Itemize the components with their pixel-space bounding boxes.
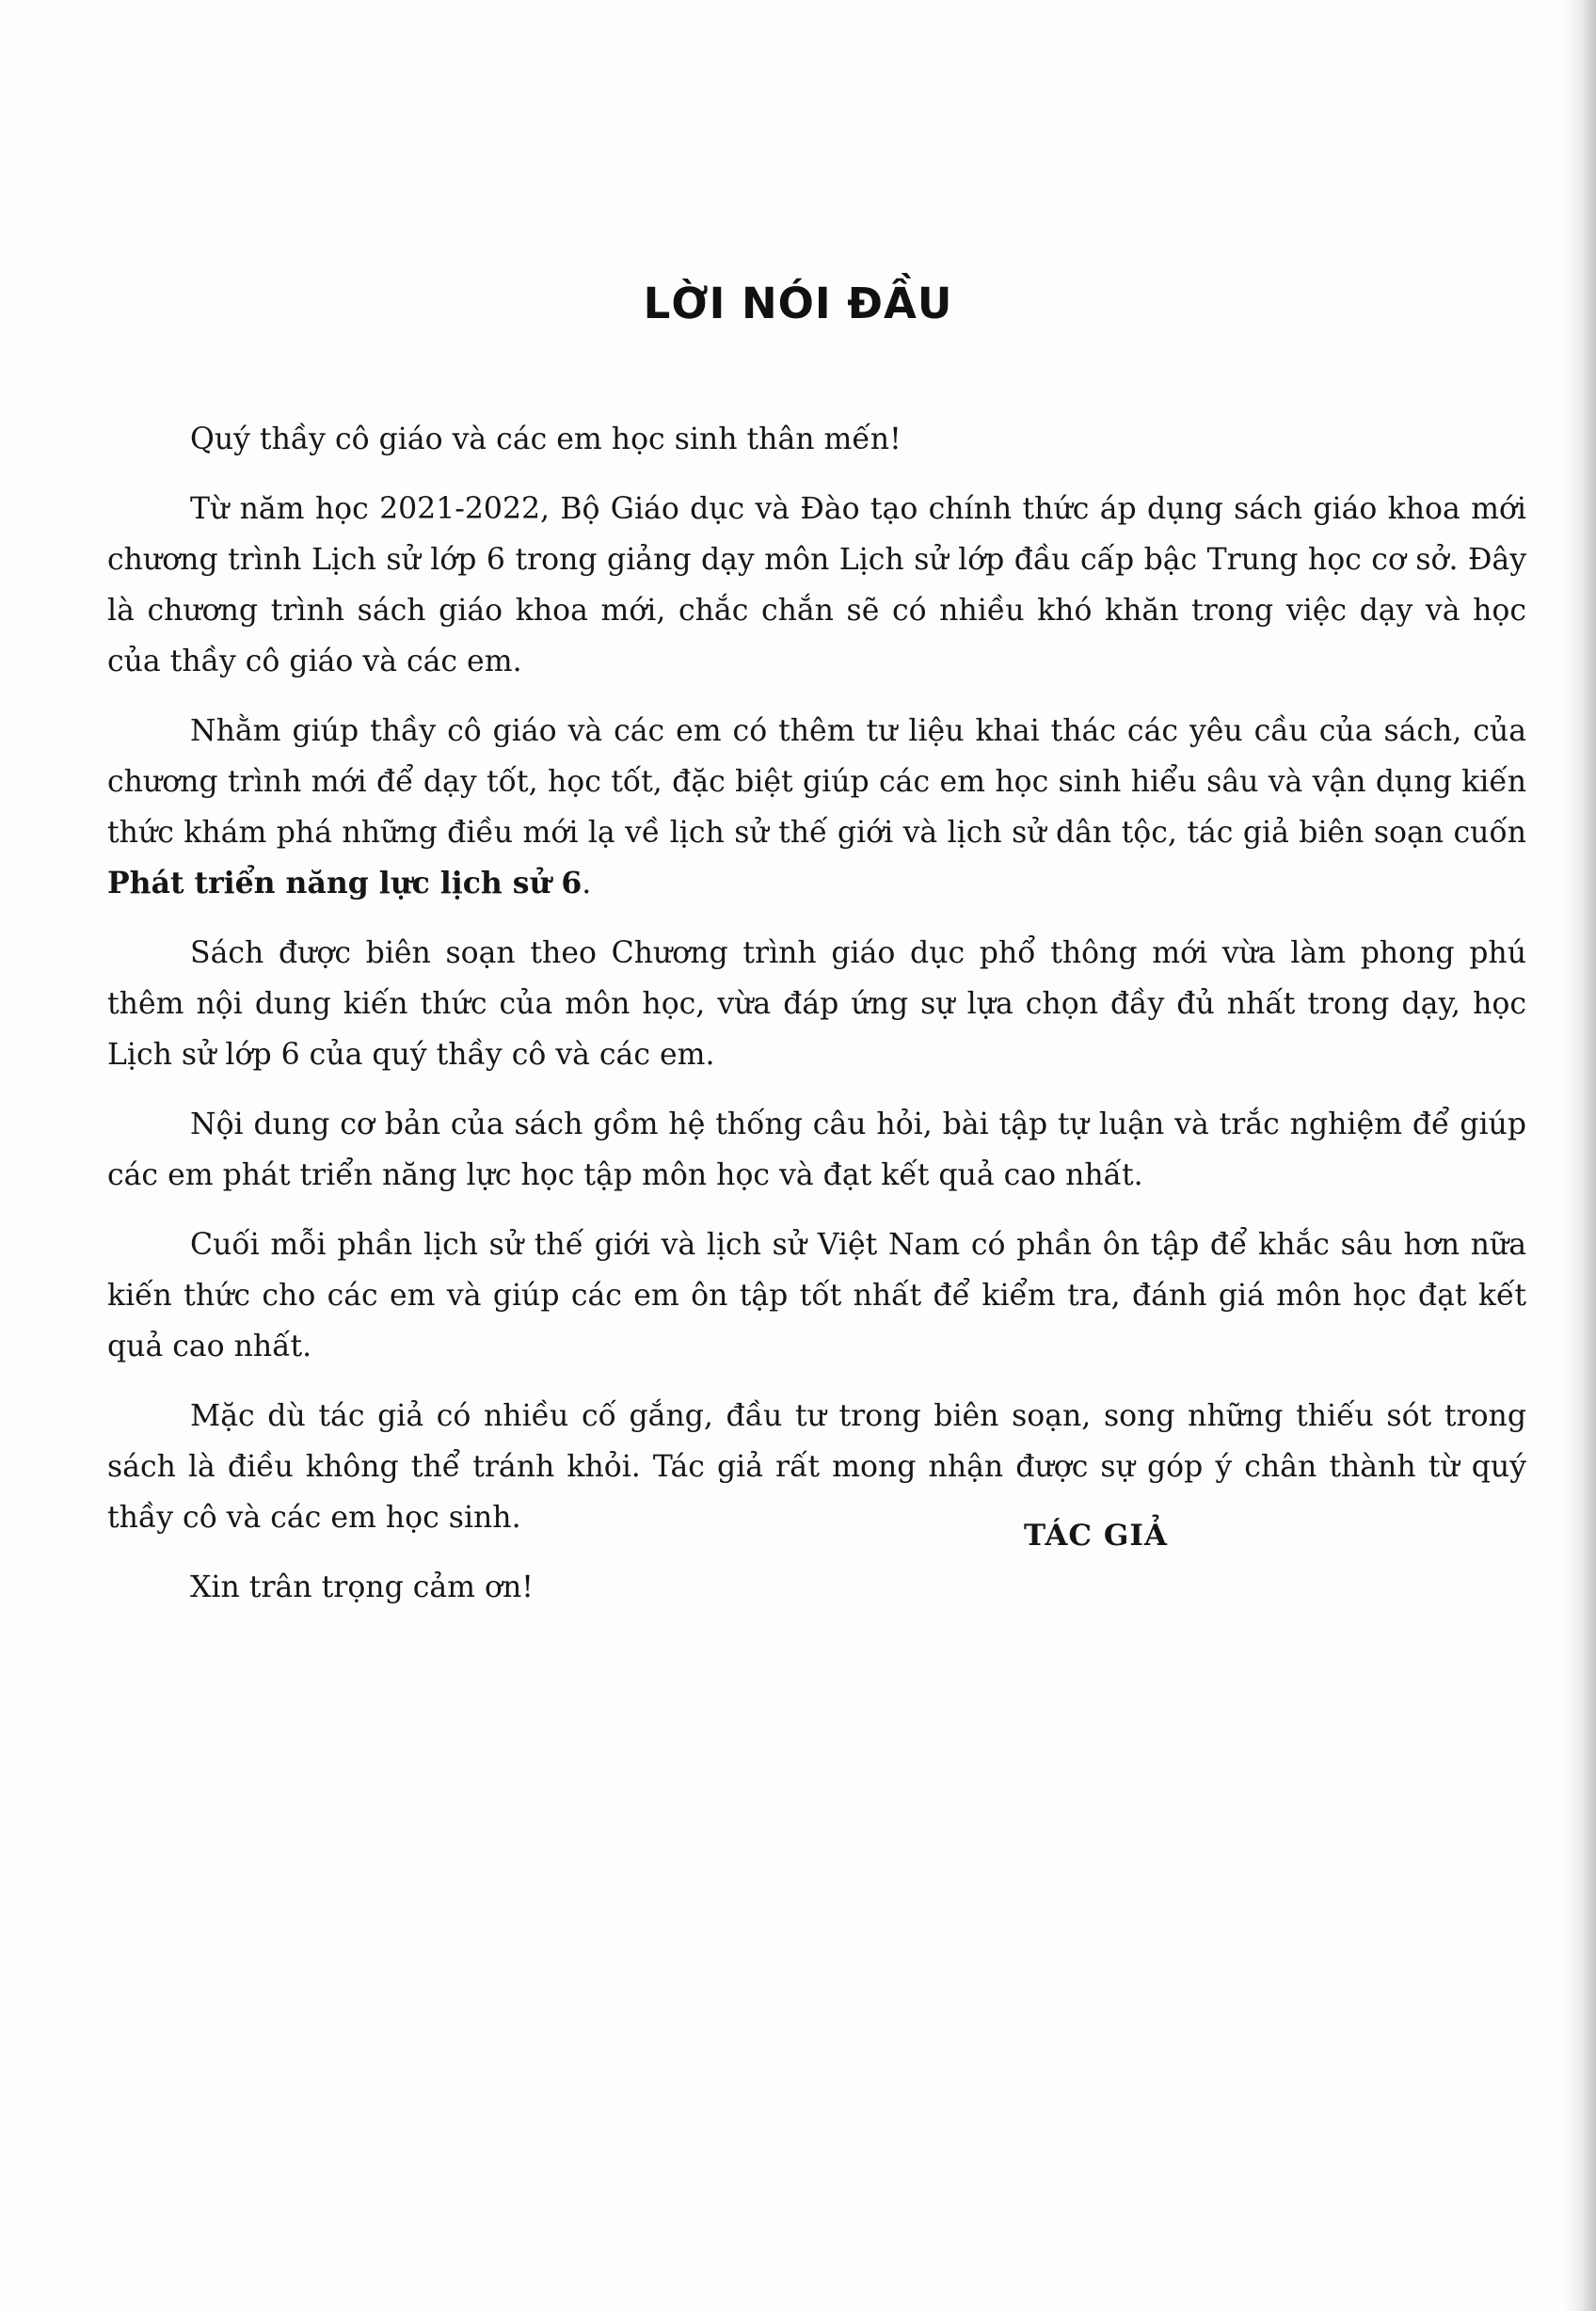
paragraph-3: Sách được biên soạn theo Chương trình giáo dục phổ thông mới vừa làm phong phú thêm nội dung kiến thức của môn học, vừa đáp ứng sự lựa chọn đầy đủ nhất trong dạy, học Lịch sử lớp 6 của quý thầy cô và các em. xyxy=(107,936,1526,1072)
page-title: LỜI NÓI ĐẦU xyxy=(643,279,953,328)
paragraph-5: Cuối mỗi phần lịch sử thế giới và lịch sử Việt Nam có phần ôn tập để khắc sâu hơn nữa kiến thức cho các em và giúp các em ôn tập tốt nhất để kiểm tra, đánh giá môn học đạt kết quả cao nhất. xyxy=(107,1228,1526,1363)
paragraph-4: Nội dung cơ bản của sách gồm hệ thống câu hỏi, bài tập tự luận và trắc nghiệm để giúp các em phát triển năng lực học tập môn học và đạt kết quả cao nhất. xyxy=(107,1108,1526,1192)
book-title: Phát triển năng lực lịch sử 6 xyxy=(107,866,583,900)
paragraph-2-end: . xyxy=(582,867,592,900)
greeting: Quý thầy cô giáo và các em học sinh thân mến! xyxy=(190,422,902,456)
paragraph-6: Mặc dù tác giả có nhiều cố gắng, đầu tư trong biên soạn, song những thiếu sót trong sách là điều không thể tránh khỏi. Tác giả rất mong nhận được sự góp ý chân thành từ quý thầy cô và các em học sinh. xyxy=(107,1399,1526,1535)
paragraph-2-text: Nhằm giúp thầy cô giáo và các em có thêm tư liệu khai thác các yêu cầu của sách, của chương trình mới để dạy tốt, học tốt, đặc biệt giúp các em học sinh hiểu sâu và vận dụng kiến thức khám phá những điều mới lạ về lịch sử thế giới và lịch sử dân tộc, tác giả biên soạn cuốn xyxy=(107,714,1526,850)
paragraph-2 xyxy=(107,706,1526,909)
author-signature: TÁC GIẢ xyxy=(1024,1519,1168,1553)
paragraph-1: Từ năm học 2021-2022, Bộ Giáo dục và Đào tạo chính thức áp dụng sách giáo khoa mới chương trình Lịch sử lớp 6 trong giảng dạy môn Lịch sử lớp đầu cấp bậc Trung học cơ sở. Đây là chương trình sách giáo khoa mới, chắc chắn sẽ có nhiều khó khăn trong việc dạy và học của thầy cô giáo và các em. xyxy=(107,492,1526,678)
page-edge-shadow xyxy=(1564,0,1596,2311)
closing-line: Xin trân trọng cảm ơn! xyxy=(190,1570,534,1604)
preface-body xyxy=(107,414,1526,1632)
